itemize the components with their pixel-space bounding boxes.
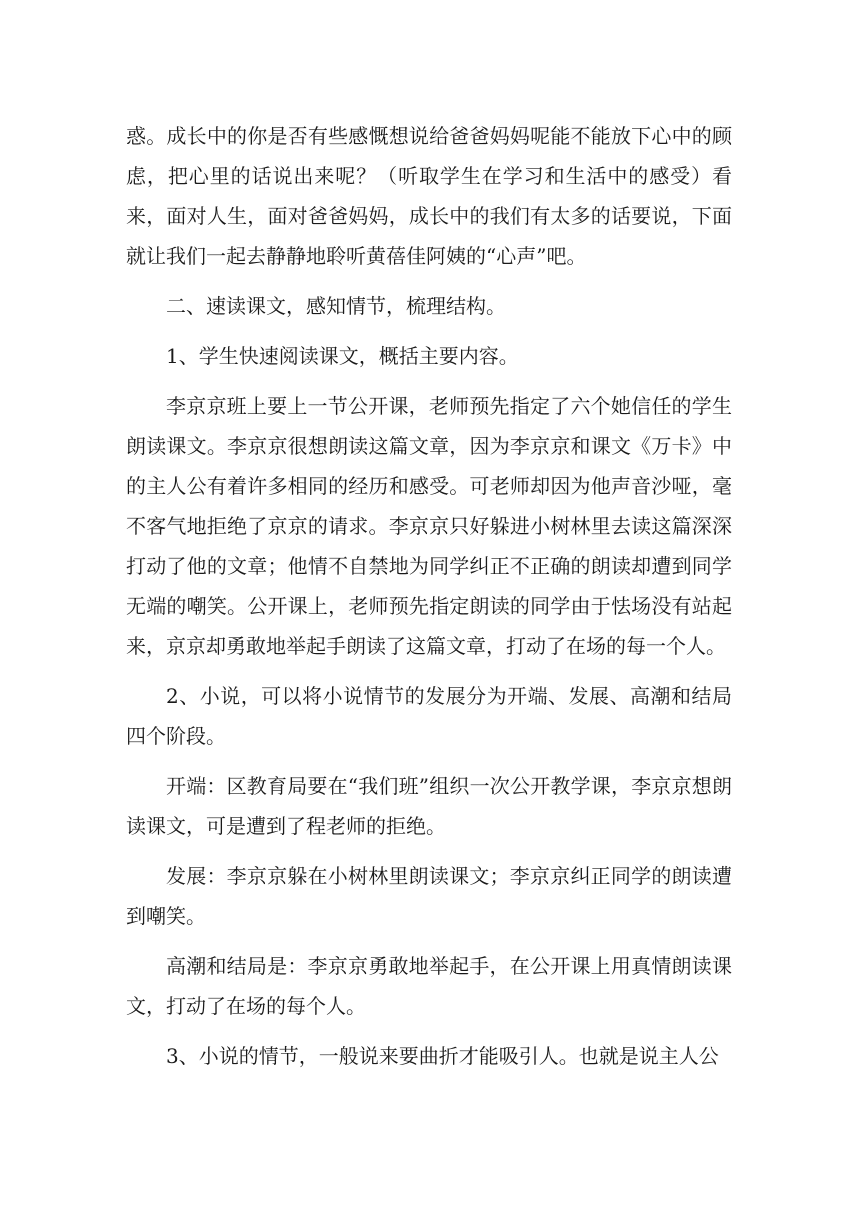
paragraph-task-3: 3、小说的情节，一般说来要曲折才能吸引人。也就是说主人公 <box>166 1044 719 1068</box>
paragraph-development: 发展：李京京躲在小树林里朗读课文；李京京纠正同学的朗读遭到嘲笑。 <box>126 864 732 928</box>
paragraph-task-1: 1、学生快速阅读课文，概括主要内容。 <box>166 344 519 368</box>
paragraph-continuation: 惑。成长中的你是否有些感慨想说给爸爸妈妈呢能不能放下心中的顾虑，把心里的话说出来呢？（听取学生在学习和生活中的感受）看来，面对人生，面对爸爸妈妈，成长中的我们有太多的话要说，下面就让我们一起去静静地聆听黄蓓佳阿姨的“心声”吧。 <box>126 124 732 268</box>
document-body <box>126 116 732 1086</box>
paragraph-section-heading: 二、速读课文，感知情节，梳理结构。 <box>166 294 506 318</box>
paragraph-summary: 李京京班上要上一节公开课，老师预先指定了六个她信任的学生朗读课文。李京京很想朗读这篇文章，因为李京京和课文《万卡》中的主人公有着许多相同的经历和感受。可老师却因为他声音沙哑，毫不客气地拒绝了京京的请求。李京京只好躲进小树林里去读这篇深深打动了他的文章；他情不自禁地为同学纠正不正确的朗读却遭到同学无端的嘲笑。公开课上，老师预先指定朗读的同学由于怯场没有站起来，京京却勇敢地举起手朗读了这篇文章，打动了在场的每一个人。 <box>126 394 732 658</box>
paragraph-opening: 开端：区教育局要在“我们班”组织一次公开教学课，李京京想朗读课文，可是遭到了程老师的拒绝。 <box>126 774 732 838</box>
paragraph-task-2: 2、小说，可以将小说情节的发展分为开端、发展、高潮和结局四个阶段。 <box>126 684 732 748</box>
paragraph-climax: 高潮和结局是：李京京勇敢地举起手，在公开课上用真情朗读课文，打动了在场的每个人。 <box>126 954 732 1018</box>
